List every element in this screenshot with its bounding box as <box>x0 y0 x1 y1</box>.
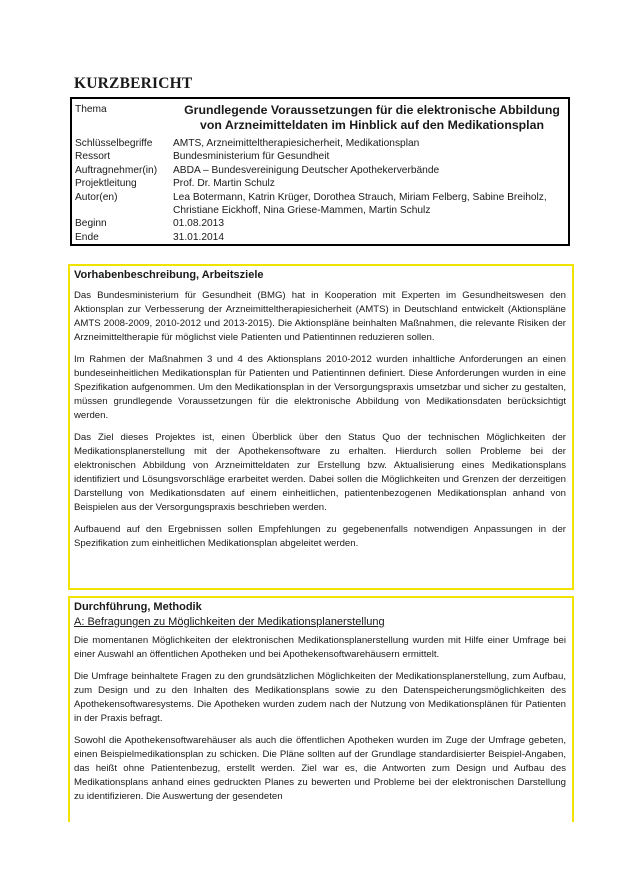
paragraph: Das Bundesministerium für Gesundheit (BMG) hat in Kooperation mit Experten im Gesundheitswesen den Aktionsplan zur Verbesserung der Arzneimitteltherapiesicherheit (AMTS) in Deutschland entwickelt (Aktionspläne AMTS 2008-2009, 2010-2012 und 2013-2015). Die Aktionspläne beinhalten Maßnahmen, die relevante Risiken der Arzneimitteltherapie für möglichst viele Patienten und Patientinnen reduzieren sollen. <box>74 290 566 343</box>
meta-value: Prof. Dr. Martin Schulz <box>173 178 275 190</box>
meta-label: Projektleitung <box>75 178 137 190</box>
thema-label: Thema <box>75 104 107 115</box>
meta-value: Bundesministerium für Gesundheit <box>173 151 330 163</box>
paragraph: Aufbauend auf den Ergebnissen sollen Empfehlungen zu gegebenenfalls notwendigen Anpassungen in der Spezifikation zum einheitlichen Medikationsplan abgeleitet werden. <box>74 524 566 549</box>
meta-label: Autor(en) <box>75 191 118 203</box>
thema-title <box>175 103 569 132</box>
sub-heading: A: Befragungen zu Möglichkeiten der Medikationsplanerstellung <box>74 616 385 628</box>
thema-title-line-2: von Arzneimitteldaten im Hinblick auf den Medikationsplan <box>200 117 544 132</box>
meta-value: 31.01.2014 <box>173 231 224 243</box>
project-info-box <box>70 97 570 246</box>
meta-row-authors-cont <box>75 204 569 217</box>
section-methodology <box>68 596 574 822</box>
meta-label: Schlüsselbegriffe <box>75 138 153 149</box>
meta-label: Ressort <box>75 151 111 163</box>
meta-row-start <box>75 217 569 230</box>
meta-row-contractor <box>75 164 569 177</box>
meta-list <box>75 137 569 244</box>
page-title: KURZBERICHT <box>74 75 193 92</box>
paragraph: Im Rahmen der Maßnahmen 3 und 4 des Aktionsplans 2010-2012 wurden inhaltliche Anforderungen an einen bundeseinheitlichen Medikationsplan für Patienten und Patientinnen definiert. Diese Anforderungen wurden in eine Spezifikation aufgenommen. Um den Medikationsplan in der Versorgungspraxis umsetzbar und sicher zu gestalten, müssen grundlegende Voraussetzungen für die elektronische Abbildung von Medikationsdaten berücksichtigt werden. <box>74 354 566 421</box>
paragraph: Das Ziel dieses Projektes ist, einen Überblick über den Status Quo der technischen Möglichkeiten der Medikationsplanerstellung mit der Apothekensoftware zu erhalten. Hierdurch sollen Probleme bei der elektronischen Abbildung von Arzneimitteldaten zur Erstellung bzw. Aktualisierung eines Medikationsplans identifiziert und Lösungsvorschläge erarbeitet werden. Dabei sollen die Möglichkeiten und Grenzen der derzeitigen Darstellung von Medikationsdaten auf einem einheitlichen, patientenbezogenen Medikationsplan anhand von Beispielen aus der Versorgungspraxis beschrieben werden. <box>74 432 566 513</box>
meta-row-project-lead <box>75 177 569 190</box>
meta-row-ressort <box>75 150 569 163</box>
paragraph: Sowohl die Apothekensoftwarehäuser als auch die öffentlichen Apotheken wurden im Zuge der Umfrage gebeten, einen Beispielmedikationsplan zu schicken. Die Pläne sollten auf der Grundlage standardisierter Beispiel-Angaben, das heißt ohne Patientenbezug, erstellt werden. Ziel war es, die Antworten zum Design und Aufbau des Medikationsplans anhand eines gedruckten Planes zu bewerten und Probleme bei der elektronischen Darstellung zu identifizieren. Die Auswertung der gesendeten <box>74 735 566 802</box>
meta-value: Lea Botermann, Katrin Krüger, Dorothea Strauch, Miriam Felberg, Sabine Breiholz, <box>173 191 547 203</box>
meta-row-keywords <box>75 137 569 150</box>
meta-value: ABDA – Bundesvereinigung Deutscher Apothekerverbände <box>173 164 440 176</box>
meta-value: AMTS, Arzneimitteltherapiesicherheit, Medikationsplan <box>173 138 420 149</box>
meta-row-end <box>75 231 569 244</box>
meta-label: Beginn <box>75 218 107 230</box>
thema-title-line-1: Grundlegende Voraussetzungen für die elektronische Abbildung <box>184 103 560 117</box>
paragraph: Die momentanen Möglichkeiten der elektronischen Medikationsplanerstellung wurden mit Hilfe einer Umfrage bei einer Auswahl an öffentlichen Apotheken und bei Apothekensoftwarehäusern ermittelt. <box>74 635 566 660</box>
section-project-description <box>68 264 574 590</box>
paragraph: Die Umfrage beinhaltete Fragen zu den grundsätzlichen Möglichkeiten der Medikationsplanerstellung, zum Aufbau, zum Design und zu den Inhalten des Medikationsplans sowie zu den Datenspeicherungsmöglichkeiten des Apothekensoftwaresystems. Die Apotheken wurden zudem nach der Nutzung von Medikationsplänen für Patienten in der Praxis befragt. <box>74 671 566 724</box>
meta-label: Auftragnehmer(in) <box>75 164 158 176</box>
section-heading: Durchführung, Methodik <box>74 601 202 613</box>
meta-value: 01.08.2013 <box>173 218 224 230</box>
section-heading: Vorhabenbeschreibung, Arbeitsziele <box>74 269 264 281</box>
meta-label <box>75 204 173 217</box>
meta-value: Christiane Eickhoff, Nina Griese-Mammen, Martin Schulz <box>173 205 431 217</box>
meta-row-authors <box>75 191 569 204</box>
meta-label: Ende <box>75 231 99 243</box>
